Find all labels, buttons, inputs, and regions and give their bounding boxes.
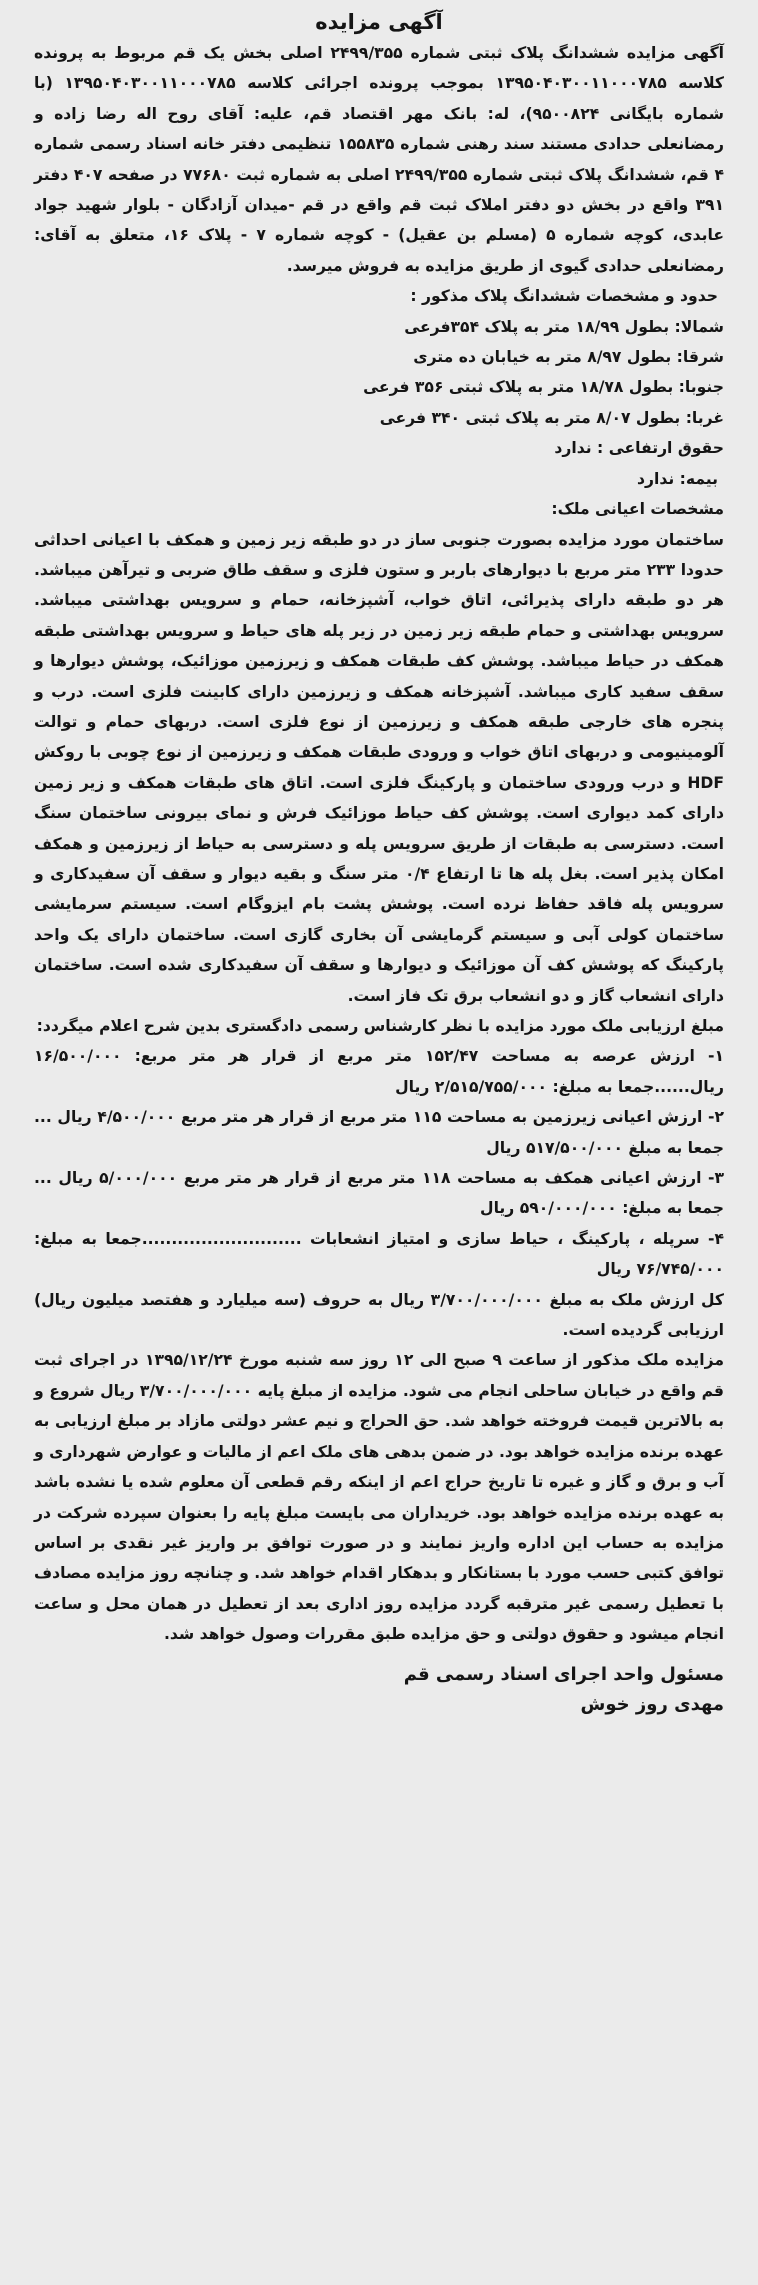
boundary-north: شمالا: بطول ۱۸/۹۹ متر به پلاک ۳۵۴فرعی [404,317,724,336]
specs-heading: مشخصات اعیانی ملک: [551,500,724,519]
boundary-south: جنوبا: بطول ۱۸/۷۸ متر به پلاک ثبتی ۳۵۶ فرعی [363,378,724,397]
insurance-status: بیمه: ندارد [637,469,718,488]
valuation-total: کل ارزش ملک به مبلغ ۳/۷۰۰/۰۰۰/۰۰۰ ریال به حروف (سه میلیارد و هفتصد میلیون ریال) ارزیابی گردیده است. [34,1290,724,1340]
valuation-item: ۳- ارزش اعیانی همکف به مساحت ۱۱۸ متر مربع از قرار هر متر مربع ۵/۰۰۰/۰۰۰ ریال ... جمعا به مبلغ: ۵۹۰/۰۰۰/۰۰۰ ریال [34,1169,724,1218]
valuation-intro: مبلغ ارزیابی ملک مورد مزایده با نظر کارشناس رسمی دادگستری بدین شرح اعلام میگردد: [36,1017,724,1035]
intro-paragraph: آگهی مزایده ششدانگ پلاک ثبتی شماره ۲۴۹۹/۳۵۵ اصلی بخش یک قم مربوط به پرونده کلاسه ۱۳۹۵۰۴۰۳۰۰۱۱۰۰۰۷۸۵ بموجب پرونده اجرائی کلاسه ۱۳۹۵۰۴۰۳۰۰۱۱۰۰۰۷۸۵ (با شماره بایگانی ۹۵۰۰۸۲۴)، له: بانک مهر اقتصاد قم، علیه: آقای روح اله رضا زاده و رمضانعلی حدادی مستند سند رهنی شماره ۱۵۵۸۳۵ تنظیمی دفتر خانه اسناد رسمی شماره ۴ قم، ششدانگ پلاک ثبتی شماره ۲۴۹۹/۳۵۵ اصلی به شماره ثبت ۷۷۶۸۰ در صفحه ۴۰۷ دفتر ۳۹۱ واقع در بخش دو دفتر املاک ثبت قم واقع در قم -میدان آزادگان - بلوار شهید جواد عابدی، کوچه شماره ۵ (مسلم بن عقیل) - کوچه شماره ۷ - پلاک ۱۶، متعلق به آقای: رمضانعلی حدادی گیوی از طریق مزایده به فروش میرسد. [34,44,724,275]
auction-terms: مزایده ملک مذکور از ساعت ۹ صبح الی ۱۲ روز سه شنبه مورخ ۱۳۹۵/۱۲/۲۴ در اجرای ثبت قم واقع در خیابان ساحلی انجام می شود. مزایده از مبلغ پایه ۳/۷۰۰/۰۰۰/۰۰۰ ریال شروع و به بالاترین قیمت فروخته خواهد شد. حق الحراج و نیم عشر دولتی مازاد بر مبلغ ارزیابی به عهده برنده مزایده خواهد بود. در ضمن بدهی های ملک اعم از مالیات و عوارض شهرداری و آب و برق و گاز و غیره تا تاریخ حراج اعم از اینکه رقم قطعی آن معلوم شده یا نشده باشد به عهده برنده مزایده خواهد بود. خریداران می بایست مبلغ پایه را بعنوان سپرده شرکت در مزایده به حساب این اداره واریز نمایند و در صورت توافق بر واریز غیر نقدی بر اساس توافق کتبی حسب مورد با بستانکار و بدهکار اقدام خواهد شد. و چنانچه روز مزایده مصادف با تعطیل رسمی غیر مترقبه گردد مزایده روز اداری بعد از تعطیل در همان محل و ساعت انجام میشود و حقوق دولتی و حق مزایده طبق مقررات وصول خواهد شد. [34,1351,725,1644]
signature-role: مسئول واحد اجرای اسناد رسمی قم [403,1663,724,1685]
valuation-item: ۴- سرپله ، پارکینگ ، حیاط سازی و امتیاز انشعابات ...........................جمعا به مبلغ: ۷۶/۷۴۵/۰۰۰ ریال [34,1229,724,1279]
easement-rights: حقوق ارتفاعی : ندارد [554,439,724,458]
valuation-section [34,1011,724,1345]
boundary-east: شرقا: بطول ۸/۹۷ متر به خیابان ده متری [413,348,724,367]
valuation-item: ۱- ارزش عرصه به مساحت ۱۵۲/۴۷ متر مربع از قرار هر متر مربع: ۱۶/۵۰۰/۰۰۰ ریال......جمعا به مبلغ: ۲/۵۱۵/۷۵۵/۰۰۰ ریال [34,1047,724,1096]
specs-body: ساختمان مورد مزایده بصورت جنوبی ساز در دو طبقه زیر زمین و همکف با اعیانی احداثی حدودا ۲۳۳ متر مربع با دیوارهای باربر و ستون فلزی و سقف طاق ضربی و تیرآهن میباشد. هر دو طبقه دارای پذیرائی، اتاق خواب، آشپزخانه، حمام و سرویس بهداشتی میباشد. سرویس بهداشتی و حمام طبقه زیر زمین در زیر پله های حیاط و سرویس بهداشتی طبقه همکف در حیاط میباشد. پوشش کف طبقات همکف و زیرزمین موزائیک، پوشش دیوارها و سقف سفید کاری میباشد. آشپزخانه همکف و زیرزمین دارای کابینت فلزی است. درب و پنجره های خارجی طبقه همکف و زیرزمین از نوع فلزی است. دربهای حمام و توالت آلومینیومی و دربهای اتاق خواب و ورودی طبقات همکف و زیرزمین از نوع چوبی با روکش HDF و درب ورودی ساختمان و پارکینگ فلزی است. اتاق های طبقات همکف و زیر زمین دارای کمد دیواری است. پوشش کف حیاط موزائیک فرش و نمای بیرونی ساختمان سنگ است. دسترسی به طبقات از طریق سرویس پله و دسترسی به حیاط از زیرزمین و همکف امکان پذیر است. بغل پله ها تا ارتفاع ۰/۴ متر سنگ و بقیه دیوار و سقف آن سفیدکاری و سرویس پله فاقد حفاظ نرده است. پوشش پشت بام ایزوگام است. سیستم سرمایشی ساختمان کولی آبی و سیستم گرمایشی آن بخاری گازی است. ساختمان دارای یک واحد پارکینگ که پوشش کف آن موزائیک و دیوارها و سقف آن سفیدکاری شده است. ساختمان دارای انشعاب گاز و دو انشعاب برق تک فاز است. [34,530,724,1005]
boundaries-section [34,281,724,494]
boundary-west: غربا: بطول ۸/۰۷ متر به پلاک ثبتی ۳۴۰ فرعی [379,408,724,427]
boundaries-heading: حدود و مشخصات ششدانگ پلاک مذکور : [410,287,718,306]
notice-title: آگهی مزایده [315,10,443,34]
specs-section [34,494,724,1011]
signature-name: مهدی روز خوش [580,1693,724,1715]
valuation-item: ۲- ارزش اعیانی زیرزمین به مساحت ۱۱۵ متر مربع از قرار هر متر مربع ۴/۵۰۰/۰۰۰ ریال ... جمعا به مبلغ ۵۱۷/۵۰۰/۰۰۰ ریال [34,1108,724,1157]
signature-block [34,1660,724,1720]
